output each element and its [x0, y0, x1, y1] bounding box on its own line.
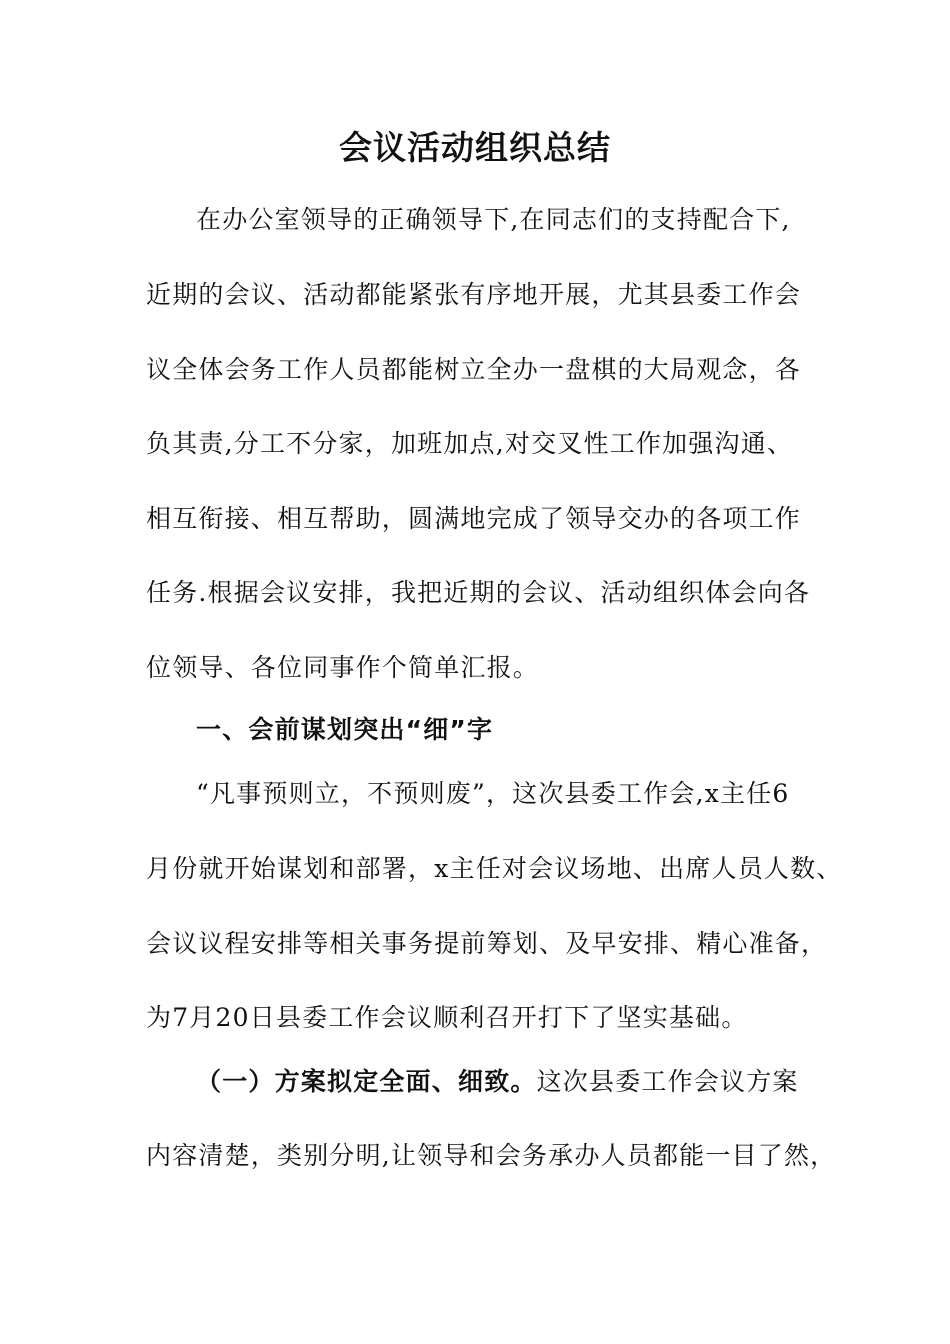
paragraph-line: “凡事预则立，不预则废”，这次县委工作会,x主任6	[196, 779, 790, 808]
paragraph-line: 相互衔接、相互帮助，圆满地完成了领导交办的各项工作	[146, 504, 802, 533]
paragraph-text: 这次县委工作会议方案	[536, 1067, 799, 1096]
paragraph-line: 会议议程安排等相关事务提前筹划、及早安排、精心准备，	[146, 929, 828, 958]
paragraph-line-with-bold-lead	[196, 1062, 799, 1102]
paragraph-line: 任务.根据会议安排，我把近期的会议、活动组织体会向各	[146, 578, 811, 607]
subsection-heading: （一）方案拟定全面、细致。	[196, 1067, 537, 1096]
paragraph-line: 在办公室领导的正确领导下,在同志们的支持配合下,	[196, 205, 791, 234]
paragraph-line: 议全体会务工作人员都能树立全办一盘棋的大局观念，各	[146, 355, 802, 384]
paragraph-line: 近期的会议、活动都能紧张有序地开展，尤其县委工作会	[146, 280, 802, 309]
paragraph-line: 月份就开始谋划和部署，x主任对会议场地、出席人员人数、	[146, 854, 843, 883]
document-title: 会议活动组织总结	[339, 128, 611, 167]
section-heading: 一、会前谋划突出“细”字	[196, 715, 494, 744]
paragraph-line: 内容清楚，类别分明,让领导和会务承办人员都能一目了然，	[146, 1141, 837, 1170]
paragraph-line: 位领导、各位同事作个简单汇报。	[146, 653, 540, 682]
paragraph-line: 负其责,分工不分家，加班加点,对交叉性工作加强沟通、	[146, 429, 794, 458]
paragraph-line: 为7月20日县委工作会议顺利召开打下了坚实基础。	[146, 1003, 748, 1032]
